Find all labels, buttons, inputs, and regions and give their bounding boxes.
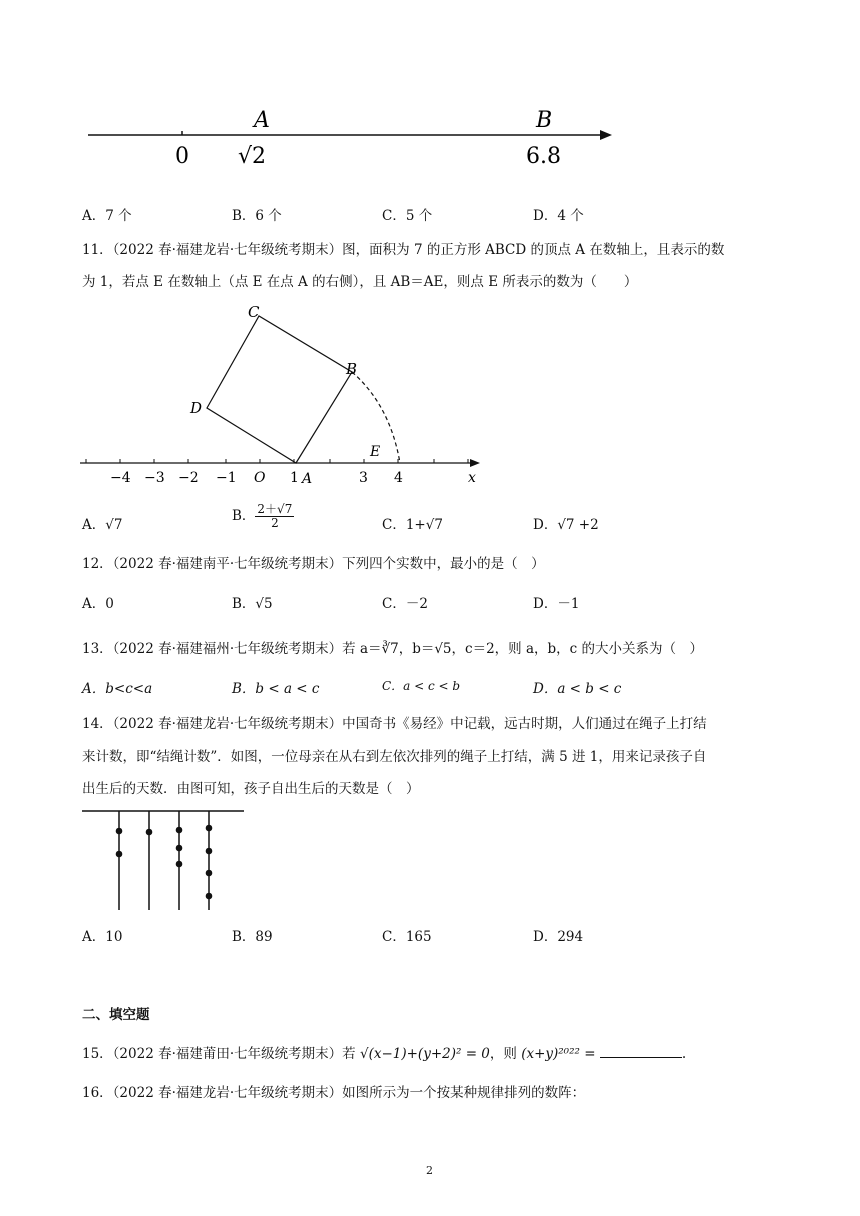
q15-mid: ，则 xyxy=(489,1046,517,1062)
knotted-ropes-figure xyxy=(82,806,248,914)
knot xyxy=(206,893,213,900)
q15-answer-blank[interactable] xyxy=(600,1045,682,1058)
fraction-denominator: 2 xyxy=(271,516,279,530)
point-label-a: A xyxy=(254,108,270,133)
q15-stem xyxy=(82,1042,686,1062)
q15-target-expression: (x+y)²⁰²² = xyxy=(521,1046,596,1062)
knot xyxy=(176,845,183,852)
q15-equation: √(x−1)+(y+2)² = 0 xyxy=(359,1046,490,1062)
q15-suffix: . xyxy=(681,1046,687,1062)
axis-label-x: x xyxy=(468,470,476,486)
tick-label-neg4: −4 xyxy=(110,470,131,486)
q14-option-d[interactable]: D．294 xyxy=(533,929,584,945)
square-abcd xyxy=(207,316,352,463)
vertex-label-b: B xyxy=(346,360,358,378)
knot xyxy=(116,828,123,835)
q14-option-c[interactable]: C．165 xyxy=(382,929,432,945)
q14-option-b[interactable]: B．89 xyxy=(232,929,273,945)
q10-option-d[interactable]: D．4 个 xyxy=(533,208,584,224)
knot xyxy=(146,829,153,836)
q11-option-b[interactable] xyxy=(232,503,294,530)
q15-prefix: 15．（2022 春·福建莆田·七年级统考期末）若 xyxy=(82,1046,356,1062)
number-line-figure-q10 xyxy=(80,100,625,180)
tick-label-3: 3 xyxy=(359,470,368,486)
q13-option-c[interactable]: C．a < c < b xyxy=(382,679,461,693)
fraction-numerator: 2＋√7 xyxy=(257,502,293,516)
section-title-fill-in-blank: 二、填空题 xyxy=(82,1007,150,1023)
q14-option-a[interactable]: A．10 xyxy=(82,929,123,945)
q14-stem-line3: 出生后的天数．由图可知，孩子自出生后的天数是（ ） xyxy=(82,781,420,797)
q11-option-b-fraction xyxy=(255,503,294,530)
point-label-a: A xyxy=(302,471,313,487)
q13-option-a[interactable]: A．b<c<a xyxy=(82,681,153,697)
q10-option-a[interactable]: A．7 个 xyxy=(82,208,132,224)
knot xyxy=(176,827,183,834)
knot xyxy=(206,825,213,832)
tick-label-4: 4 xyxy=(394,470,403,486)
tick-label-neg1: −1 xyxy=(216,470,237,486)
point-label-b: B xyxy=(536,108,553,133)
point-label-e: E xyxy=(370,444,381,460)
vertex-label-c: C xyxy=(248,303,260,321)
tick-label-6-8: 6.8 xyxy=(526,144,561,169)
q12-option-c[interactable]: C．－2 xyxy=(382,596,428,612)
q11-stem-line1: 11．（2022 春·福建龙岩·七年级统考期末）图，面积为 7 的正方形 ABCD 的顶点 A 在数轴上，且表示的数 xyxy=(82,242,725,258)
q11-stem-line2: 为 1，若点 E 在数轴上（点 E 在点 A 的右侧），且 AB＝AE，则点 E 所表示的数为（ ） xyxy=(82,274,638,290)
q14-stem-line2: 来计数，即“结绳计数”．如图，一位母亲在从右到左依次排列的绳子上打结，满 5 进 1，用来记录孩子自 xyxy=(82,749,707,765)
knot xyxy=(206,848,213,855)
q12-option-b[interactable]: B．√5 xyxy=(232,596,273,612)
tick-label-zero: 0 xyxy=(175,144,189,169)
q11-option-d[interactable]: D．√7 +2 xyxy=(533,517,599,533)
q12-option-a[interactable]: A．0 xyxy=(82,596,114,612)
knot xyxy=(116,851,123,858)
tick-label-1: 1 xyxy=(290,470,299,486)
q11-option-a[interactable]: A．√7 xyxy=(82,517,123,533)
q11-option-b-label: B． xyxy=(232,508,256,524)
q13-option-d[interactable]: D．a < b < c xyxy=(533,681,622,697)
q12-option-d[interactable]: D．－1 xyxy=(533,596,580,612)
knot xyxy=(176,861,183,868)
knot xyxy=(206,870,213,877)
q10-option-b[interactable]: B．6 个 xyxy=(232,208,282,224)
q14-stem-line1: 14．（2022 春·福建龙岩·七年级统考期末）中国奇书《易经》中记载，远古时期，人们通过在绳子上打结 xyxy=(82,716,707,732)
vertex-label-d: D xyxy=(190,399,203,417)
tick-label-origin: O xyxy=(254,470,266,486)
square-on-number-line-figure xyxy=(78,300,488,490)
q13-option-b[interactable]: B．b < a < c xyxy=(232,681,320,697)
tick-label-neg2: −2 xyxy=(178,470,199,486)
q10-option-c[interactable]: C．5 个 xyxy=(382,208,433,224)
x-axis-arrow xyxy=(470,459,480,467)
tick-label-sqrt2: √2 xyxy=(238,144,267,169)
page-number: 2 xyxy=(426,1164,433,1177)
tick-label-neg3: −3 xyxy=(144,470,165,486)
q12-stem: 12．（2022 春·福建南平·七年级统考期末）下列四个实数中，最小的是（ ） xyxy=(82,556,545,572)
q13-stem: 13．（2022 春·福建福州·七年级统考期末）若 a＝∛7，b＝√5，c＝2，则 a，b，c 的大小关系为（ ） xyxy=(82,641,704,657)
q16-stem: 16．（2022 春·福建龙岩·七年级统考期末）如图所示为一个按某种规律排列的数阵： xyxy=(82,1085,586,1101)
number-line-arrow xyxy=(600,130,612,140)
q11-option-c[interactable]: C．1+√7 xyxy=(382,517,443,533)
